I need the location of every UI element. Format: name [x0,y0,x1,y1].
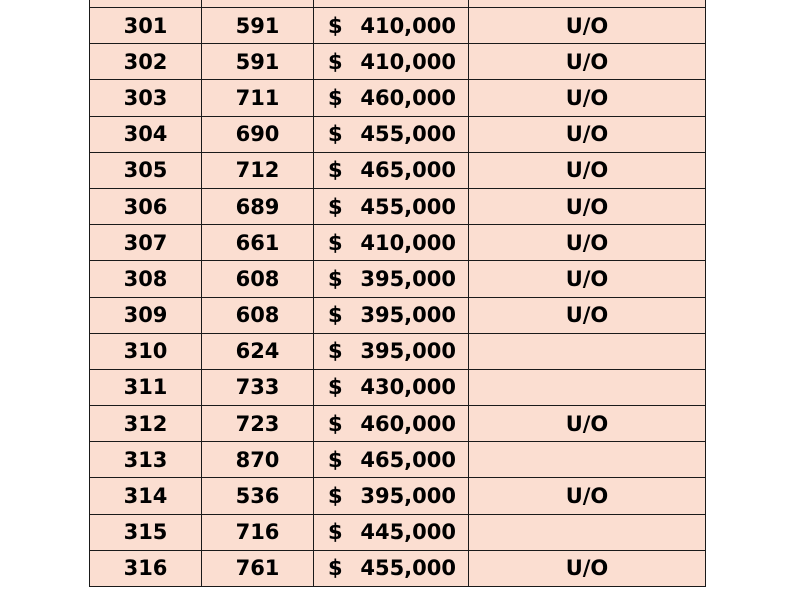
table-row [90,550,706,586]
currency-symbol: $ [328,158,343,183]
price-value: 455,000 [360,556,456,581]
table-row [90,478,706,514]
units-table-body [90,0,706,587]
price-cell [314,188,469,224]
currency-symbol: $ [328,13,343,38]
sqft-cell: 690 [202,116,314,152]
price-cell [314,333,469,369]
currency-symbol: $ [328,85,343,110]
sqft-cell: 689 [202,188,314,224]
price-cell [314,297,469,333]
price-cell [314,8,469,44]
status-cell: U/O [469,80,706,116]
unit-cell: 312 [90,406,202,442]
unit-cell: 307 [90,225,202,261]
status-cell: U/O [469,116,706,152]
status-cell: U/O [469,225,706,261]
status-cell: U/O [469,550,706,586]
sqft-cell: 624 [202,333,314,369]
unit-cell [90,0,202,8]
table-row [90,8,706,44]
status-cell: U/O [469,44,706,80]
price-value: 465,000 [360,447,456,472]
price-value: 395,000 [360,484,456,509]
price-value: 430,000 [360,375,456,400]
status-cell [469,0,706,8]
sqft-cell: 591 [202,44,314,80]
currency-symbol: $ [328,194,343,219]
unit-cell: 304 [90,116,202,152]
table-row [90,442,706,478]
sqft-cell: 608 [202,261,314,297]
currency-symbol: $ [328,520,343,545]
unit-cell: 309 [90,297,202,333]
sqft-cell: 761 [202,550,314,586]
price-cell [314,0,469,8]
price-value: 410,000 [360,13,456,38]
sqft-cell: 870 [202,442,314,478]
price-cell [314,514,469,550]
sqft-cell: 723 [202,406,314,442]
price-value: 395,000 [360,339,456,364]
unit-cell: 314 [90,478,202,514]
price-cell [314,225,469,261]
status-cell [469,514,706,550]
sqft-cell: 711 [202,80,314,116]
unit-cell: 306 [90,188,202,224]
table-row [90,261,706,297]
units-table-area [89,0,705,590]
price-value: 465,000 [360,158,456,183]
status-cell: U/O [469,8,706,44]
currency-symbol: $ [328,339,343,364]
table-row [90,333,706,369]
unit-cell: 301 [90,8,202,44]
status-cell [469,333,706,369]
table-row [90,188,706,224]
currency-symbol: $ [328,303,343,328]
unit-cell: 302 [90,44,202,80]
currency-symbol: $ [328,447,343,472]
price-cell [314,442,469,478]
sqft-cell: 712 [202,152,314,188]
unit-cell: 315 [90,514,202,550]
status-cell: U/O [469,478,706,514]
status-cell [469,369,706,405]
unit-cell: 316 [90,550,202,586]
currency-symbol: $ [328,49,343,74]
unit-cell: 313 [90,442,202,478]
table-row [90,369,706,405]
price-value: 460,000 [360,85,456,110]
unit-cell: 310 [90,333,202,369]
currency-symbol: $ [328,411,343,436]
table-row [90,44,706,80]
status-cell: U/O [469,188,706,224]
price-cell [314,406,469,442]
unit-cell: 308 [90,261,202,297]
price-value: 445,000 [360,520,456,545]
price-value: 410,000 [360,49,456,74]
table-row [90,514,706,550]
price-value: 395,000 [360,303,456,328]
table-row [90,0,706,8]
price-cell [314,550,469,586]
table-row [90,225,706,261]
sqft-cell: 536 [202,478,314,514]
price-cell [314,116,469,152]
price-cell [314,80,469,116]
table-row [90,406,706,442]
sqft-cell: 608 [202,297,314,333]
currency-symbol: $ [328,375,343,400]
price-value: 460,000 [360,411,456,436]
status-cell: U/O [469,406,706,442]
sqft-cell: 716 [202,514,314,550]
table-row [90,116,706,152]
currency-symbol: $ [328,230,343,255]
sqft-cell: 591 [202,8,314,44]
table-row [90,80,706,116]
sqft-cell [202,0,314,8]
status-cell: U/O [469,297,706,333]
price-value: 455,000 [360,194,456,219]
price-value: 455,000 [360,122,456,147]
currency-symbol: $ [328,122,343,147]
price-cell [314,369,469,405]
status-cell [469,442,706,478]
price-cell [314,44,469,80]
currency-symbol: $ [328,556,343,581]
table-row [90,152,706,188]
unit-cell: 311 [90,369,202,405]
sqft-cell: 661 [202,225,314,261]
status-cell: U/O [469,261,706,297]
sqft-cell: 733 [202,369,314,405]
price-cell [314,152,469,188]
units-table [89,0,706,587]
price-value: 410,000 [360,230,456,255]
unit-cell: 305 [90,152,202,188]
price-cell [314,478,469,514]
table-row [90,297,706,333]
unit-cell: 303 [90,80,202,116]
currency-symbol: $ [328,484,343,509]
price-value: 395,000 [360,266,456,291]
price-cell [314,261,469,297]
currency-symbol: $ [328,266,343,291]
status-cell: U/O [469,152,706,188]
